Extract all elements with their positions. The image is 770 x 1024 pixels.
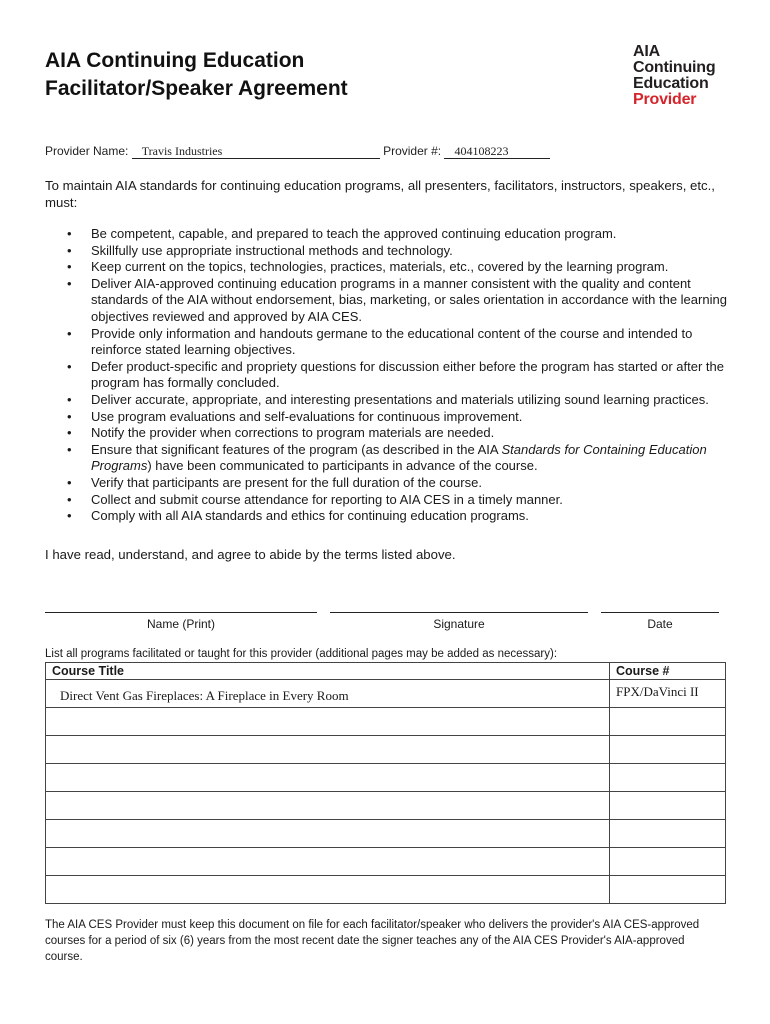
provider-name-label: Provider Name: xyxy=(45,144,129,158)
program-row xyxy=(46,876,726,904)
requirements-list xyxy=(45,226,730,525)
aia-provider-logo xyxy=(633,44,715,108)
course-title-value xyxy=(46,792,609,800)
requirement-item: • Provide only information and handouts germane to the educational content of the course and intended to reinforce stated learning objectives. xyxy=(45,326,730,359)
course-title-cell[interactable] xyxy=(46,708,610,736)
requirement-text: ) have been communicated to participants in advance of the course. xyxy=(147,458,538,474)
course-number-cell[interactable] xyxy=(610,876,726,904)
course-title-cell[interactable] xyxy=(46,876,610,904)
course-number-value xyxy=(610,848,725,852)
requirement-item: • Defer product-specific and propriety questions for discussion either before the program has started or after the program has formally concluded. xyxy=(45,359,730,392)
program-row xyxy=(46,764,726,792)
program-row xyxy=(46,736,726,764)
requirement-item: • Use program evaluations and self-evaluations for continuous improvement. xyxy=(45,409,730,426)
program-row xyxy=(46,708,726,736)
course-title-value xyxy=(46,820,609,828)
course-title-value xyxy=(46,708,609,716)
retention-notice: The AIA CES Provider must keep this document on file for each facilitator/speaker who delivers the provider's AIA CES-approved courses for a period of six (6) years from the most recent date the signer teaches any of the AIA CES Provider's AIA-approved course. xyxy=(45,919,700,963)
course-title-cell[interactable] xyxy=(46,736,610,764)
course-number-header: Course # xyxy=(610,663,726,680)
logo-line-1: AIA xyxy=(633,43,660,60)
course-number-value xyxy=(610,736,725,740)
signature-label: Signature xyxy=(433,617,485,631)
requirement-item: • Notify the provider when corrections to program materials are needed. xyxy=(45,425,730,442)
requirement-item: • Be competent, capable, and prepared to teach the approved continuing education program. xyxy=(45,226,730,243)
course-title-value xyxy=(46,876,609,884)
course-title-cell[interactable] xyxy=(46,764,610,792)
program-row xyxy=(46,680,726,708)
requirement-item: • Verify that participants are present for the full duration of the course. xyxy=(45,475,730,492)
course-title-value xyxy=(46,764,609,772)
date-label: Date xyxy=(647,617,673,631)
course-number-value xyxy=(610,764,725,768)
course-number-cell[interactable] xyxy=(610,736,726,764)
program-row xyxy=(46,848,726,876)
course-number-value xyxy=(610,876,725,880)
requirement-item xyxy=(45,442,730,475)
provider-name-field[interactable]: Travis Industries xyxy=(132,144,380,159)
name-print-line[interactable] xyxy=(45,612,317,613)
course-title-header: Course Title xyxy=(46,663,610,680)
requirement-item: • Deliver accurate, appropriate, and interesting presentations and materials utilizing sound learning practices. xyxy=(45,392,730,409)
intro-text: To maintain AIA standards for continuing education programs, all presenters, facilitators, instructors, speakers, etc., must: xyxy=(45,178,715,210)
logo-line-2: Continuing xyxy=(633,59,716,76)
program-row xyxy=(46,820,726,848)
logo-line-4: Provider xyxy=(633,91,697,108)
programs-table xyxy=(45,662,726,904)
title-line-2: Facilitator/Speaker Agreement xyxy=(45,77,348,100)
course-number-value: FPX/DaVinci II xyxy=(616,684,699,699)
course-title-cell[interactable] xyxy=(46,848,610,876)
course-title-value xyxy=(46,848,609,856)
requirement-item: • Keep current on the topics, technologies, practices, materials, etc., covered by the learning program. xyxy=(45,259,730,276)
program-row xyxy=(46,792,726,820)
course-number-value xyxy=(610,792,725,796)
programs-header-row xyxy=(46,663,726,680)
requirement-item: • Collect and submit course attendance for reporting to AIA CES in a timely manner. xyxy=(45,492,730,509)
name-print-label: Name (Print) xyxy=(146,617,215,631)
document-title xyxy=(45,47,348,103)
course-title-cell[interactable] xyxy=(46,680,610,708)
requirement-item: • Deliver AIA-approved continuing education programs in a manner consistent with the quality and content standards of the AIA without endorsement, bias, marketing, or sales orientation in accordance with the learning objectives reviewed and approved by AIA CES. xyxy=(45,276,730,326)
requirement-item: • Skillfully use appropriate instructional methods and technology. xyxy=(45,243,730,260)
provider-number-label: Provider #: xyxy=(383,144,442,158)
course-number-cell[interactable] xyxy=(610,820,726,848)
provider-number-field[interactable]: 404108223 xyxy=(444,144,550,159)
course-number-cell[interactable] xyxy=(610,764,726,792)
course-number-cell[interactable] xyxy=(610,792,726,820)
course-title-cell[interactable] xyxy=(46,820,610,848)
course-number-cell[interactable] xyxy=(610,848,726,876)
programs-instruction: List all programs facilitated or taught for this provider (additional pages may be added as necessary): xyxy=(45,648,558,660)
course-number-cell[interactable] xyxy=(610,708,726,736)
agreement-statement: I have read, understand, and agree to abide by the terms listed above. xyxy=(45,547,456,562)
requirement-text: Ensure that significant features of the program (as described in the AIA xyxy=(91,441,502,457)
logo-line-3: Education xyxy=(633,75,709,92)
standards-reference: Standards for Containing Education Programs xyxy=(91,441,707,474)
course-title-cell[interactable] xyxy=(46,792,610,820)
course-number-value xyxy=(610,820,725,824)
course-number-value xyxy=(610,708,725,712)
course-title-value: Direct Vent Gas Fireplaces: A Fireplace in Every Room xyxy=(60,688,349,703)
course-title-value xyxy=(46,736,609,744)
requirement-item: • Comply with all AIA standards and ethics for continuing education programs. xyxy=(45,508,730,525)
signature-line[interactable] xyxy=(330,612,588,613)
date-line[interactable] xyxy=(601,612,719,613)
course-number-cell[interactable] xyxy=(610,680,726,708)
provider-info xyxy=(45,144,550,159)
title-line-1: AIA Continuing Education xyxy=(45,49,305,72)
